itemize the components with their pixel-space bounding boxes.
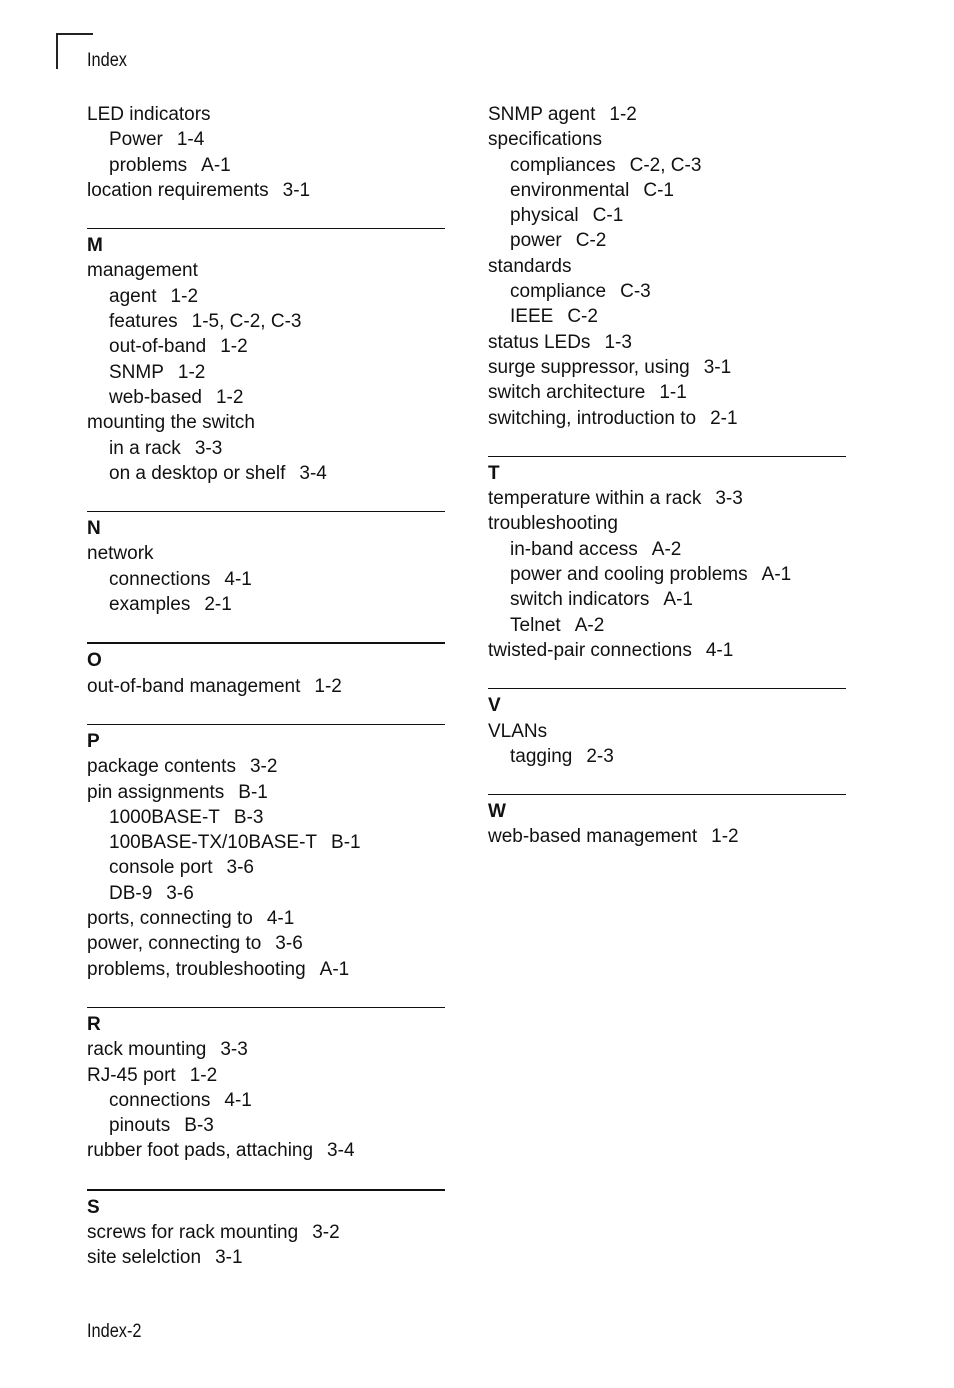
index-subentry <box>488 178 846 203</box>
page-reference[interactable]: 3-3 <box>194 437 223 459</box>
index-term: management <box>87 260 198 282</box>
index-entry <box>87 1037 445 1062</box>
page-reference[interactable]: 1-2 <box>189 1064 218 1086</box>
page-reference[interactable]: 4-1 <box>705 639 734 661</box>
index-subentry <box>488 744 846 769</box>
index-term: SNMP <box>109 361 164 383</box>
index-entry <box>87 1220 445 1245</box>
index-group-n <box>87 511 445 617</box>
index-entry <box>488 824 846 849</box>
index-subentry <box>488 203 846 228</box>
page-reference[interactable]: 3-1 <box>282 179 311 201</box>
index-entry <box>488 355 846 380</box>
index-subentry <box>488 228 846 253</box>
index-term: on a desktop or shelf <box>109 462 286 484</box>
index-entry <box>87 931 445 956</box>
index-term: 100BASE-TX/10BASE-T <box>109 832 318 854</box>
index-entry <box>87 1063 445 1088</box>
index-subentry <box>488 153 846 178</box>
index-subentry <box>87 1088 445 1113</box>
page-reference[interactable]: 2-3 <box>586 745 614 767</box>
page-reference[interactable]: 1-2 <box>314 675 342 697</box>
index-entry <box>488 719 846 744</box>
index-subentry <box>87 309 445 334</box>
index-term: location requirements <box>87 179 269 201</box>
index-group-p <box>87 724 445 982</box>
index-term: tagging <box>510 745 573 767</box>
index-term: physical <box>510 205 579 227</box>
index-entry <box>488 254 846 279</box>
index-group-t <box>488 456 846 663</box>
section-letter: N <box>87 518 101 540</box>
index-subentry <box>488 587 846 612</box>
index-subentry <box>87 334 445 359</box>
index-term: web-based <box>109 386 202 408</box>
index-term: out-of-band <box>109 336 207 358</box>
page-reference[interactable]: 1-2 <box>220 336 248 358</box>
index-term: in-band access <box>510 538 638 560</box>
index-column-right <box>488 102 846 850</box>
page-reference[interactable]: C-2 <box>567 306 598 328</box>
index-entry <box>87 674 445 699</box>
page-reference[interactable]: 1-2 <box>170 285 199 307</box>
index-term: ports, connecting to <box>87 908 253 930</box>
index-term: VLANs <box>488 720 548 742</box>
index-subentry <box>87 567 445 592</box>
index-term: LED indicators <box>87 104 211 125</box>
index-term: switch indicators <box>510 589 650 611</box>
index-term: agent <box>109 285 157 307</box>
index-group-continued <box>488 102 846 431</box>
index-term: pinouts <box>109 1115 171 1137</box>
index-entry <box>87 178 445 203</box>
page-reference[interactable]: 1-2 <box>177 361 206 383</box>
index-subentry <box>87 592 445 617</box>
page-reference[interactable]: C-3 <box>620 281 651 303</box>
page-reference[interactable]: 3-2 <box>312 1221 340 1243</box>
page-reference[interactable]: 1-2 <box>711 826 739 848</box>
page-reference[interactable]: 4-1 <box>224 568 252 590</box>
index-entry <box>87 541 445 566</box>
index-term: temperature within a rack <box>488 488 702 510</box>
index-term: rubber foot pads, attaching <box>87 1140 314 1162</box>
page-reference[interactable]: C-1 <box>592 205 624 227</box>
index-term: troubleshooting <box>488 513 618 535</box>
index-subentry <box>488 279 846 304</box>
index-subentry <box>87 360 445 385</box>
index-term: RJ-45 port <box>87 1064 176 1086</box>
index-term: site selelction <box>87 1247 202 1269</box>
page-reference[interactable]: 3-3 <box>220 1039 248 1061</box>
page-reference[interactable]: 1-2 <box>609 104 637 125</box>
index-term: network <box>87 543 154 565</box>
page-reference[interactable]: 4-1 <box>266 908 295 930</box>
page-reference[interactable]: 3-4 <box>327 1140 355 1162</box>
page-reference[interactable]: 3-6 <box>166 882 194 904</box>
index-term: pin assignments <box>87 781 225 803</box>
index-term: standards <box>488 255 572 277</box>
index-group-o <box>87 642 445 699</box>
index-term: compliances <box>510 154 616 176</box>
index-subentry <box>87 461 445 486</box>
section-letter: V <box>488 695 501 717</box>
running-head: Index <box>87 50 127 71</box>
page-reference[interactable]: 2-1 <box>204 594 232 616</box>
page-reference[interactable]: B-1 <box>331 832 361 854</box>
page-reference[interactable]: 1-3 <box>604 331 632 353</box>
index-term: compliance <box>510 281 607 303</box>
page-reference[interactable]: A-1 <box>201 154 231 176</box>
index-entry <box>87 1138 445 1163</box>
index-entry <box>87 258 445 283</box>
page-reference[interactable]: 3-6 <box>226 857 254 879</box>
index-term: Power <box>109 129 163 151</box>
crop-mark-vertical <box>56 33 58 69</box>
index-entry <box>87 957 445 982</box>
page-reference[interactable]: A-1 <box>761 564 792 586</box>
index-term: mounting the switch <box>87 412 255 434</box>
index-subentry <box>87 830 445 855</box>
index-term: in a rack <box>109 437 181 459</box>
index-subentry <box>87 284 445 309</box>
index-term: power and cooling problems <box>510 564 748 586</box>
index-term: twisted-pair connections <box>488 639 692 661</box>
page-reference[interactable]: A-2 <box>651 538 682 560</box>
index-subentry <box>87 805 445 830</box>
index-entry <box>87 906 445 931</box>
index-subentry <box>87 153 445 178</box>
index-term: specifications <box>488 129 603 151</box>
index-term: SNMP agent <box>488 104 596 125</box>
index-term: environmental <box>510 179 630 201</box>
page-reference[interactable]: C-2, C-3 <box>629 154 702 176</box>
index-entry <box>488 638 846 663</box>
index-group-v <box>488 688 846 769</box>
index-term: DB-9 <box>109 882 153 904</box>
section-letter: S <box>87 1196 100 1218</box>
crop-mark-horizontal <box>56 33 93 35</box>
page-reference[interactable]: C-1 <box>643 179 674 201</box>
page-reference[interactable]: 3-1 <box>703 356 732 378</box>
index-term: out-of-band management <box>87 675 301 697</box>
section-letter: M <box>87 235 103 257</box>
page-reference[interactable]: 3-6 <box>275 933 303 955</box>
index-group-m <box>87 228 445 486</box>
page-number: Index-2 <box>87 1321 142 1342</box>
index-subentry <box>87 436 445 461</box>
index-term: console port <box>109 857 213 879</box>
index-subentry <box>87 881 445 906</box>
index-subentry <box>87 855 445 880</box>
page-reference[interactable]: A-2 <box>574 614 605 636</box>
section-letter: T <box>488 462 500 484</box>
page-reference[interactable]: 3-4 <box>299 462 327 484</box>
index-term: problems <box>109 154 188 176</box>
index-subentry <box>87 1113 445 1138</box>
index-term: 1000BASE-T <box>109 806 220 828</box>
index-term: web-based management <box>488 826 698 848</box>
index-term: problems, troubleshooting <box>87 958 306 980</box>
page-reference[interactable]: A-1 <box>319 958 350 980</box>
index-entry <box>488 380 846 405</box>
index-term: IEEE <box>510 306 554 328</box>
index-term: features <box>109 311 178 333</box>
index-term: rack mounting <box>87 1039 207 1061</box>
page-reference[interactable]: 3-1 <box>215 1247 243 1269</box>
page-reference[interactable]: B-3 <box>233 806 264 828</box>
index-column-left <box>87 102 445 1271</box>
page-reference[interactable]: 1-2 <box>215 386 244 408</box>
index-entry <box>87 410 445 435</box>
page-reference[interactable]: 1-1 <box>659 382 687 404</box>
index-entry <box>488 102 846 127</box>
index-term: status LEDs <box>488 331 591 353</box>
section-letter: R <box>87 1013 101 1035</box>
page-reference[interactable]: A-1 <box>663 589 693 611</box>
index-entry <box>488 127 846 152</box>
index-term: power, connecting to <box>87 933 262 955</box>
index-term: switching, introduction to <box>488 407 697 429</box>
index-entry <box>488 486 846 511</box>
index-group-s <box>87 1189 445 1271</box>
index-term: switch architecture <box>488 382 646 404</box>
page-reference[interactable]: 3-3 <box>715 488 743 510</box>
index-subentry <box>488 613 846 638</box>
page-reference[interactable]: 4-1 <box>224 1089 252 1111</box>
page-reference[interactable]: C-2 <box>575 230 607 252</box>
page-reference[interactable]: 1-4 <box>176 129 205 151</box>
section-letter: W <box>488 801 506 823</box>
index-subentry <box>87 127 445 152</box>
index-subentry <box>488 304 846 329</box>
index-term: connections <box>109 1089 211 1111</box>
index-entry <box>488 330 846 355</box>
page-reference[interactable]: 3-2 <box>249 756 278 778</box>
index-group-continued <box>87 102 445 203</box>
index-term: power <box>510 230 562 252</box>
page-reference[interactable]: B-1 <box>238 781 268 803</box>
index-entry <box>87 754 445 779</box>
index-term: examples <box>109 594 191 616</box>
index-subentry <box>488 562 846 587</box>
index-term: package contents <box>87 756 236 778</box>
page-reference[interactable]: B-3 <box>184 1115 214 1137</box>
index-term: connections <box>109 568 211 590</box>
index-term: surge suppressor, using <box>488 356 690 378</box>
index-group-r <box>87 1007 445 1164</box>
index-subentry <box>87 385 445 410</box>
index-entry <box>87 102 445 127</box>
page-reference[interactable]: 1-5, C-2, C-3 <box>191 311 302 333</box>
index-term: screws for rack mounting <box>87 1221 299 1243</box>
section-letter: O <box>87 650 102 672</box>
page-reference[interactable]: 2-1 <box>710 407 738 429</box>
index-group-w <box>488 794 846 850</box>
index-entry <box>87 1245 445 1270</box>
index-entry <box>488 406 846 431</box>
section-letter: P <box>87 730 100 752</box>
index-subentry <box>488 537 846 562</box>
index-entry <box>87 780 445 805</box>
index-entry <box>488 511 846 536</box>
index-term: Telnet <box>510 614 561 636</box>
